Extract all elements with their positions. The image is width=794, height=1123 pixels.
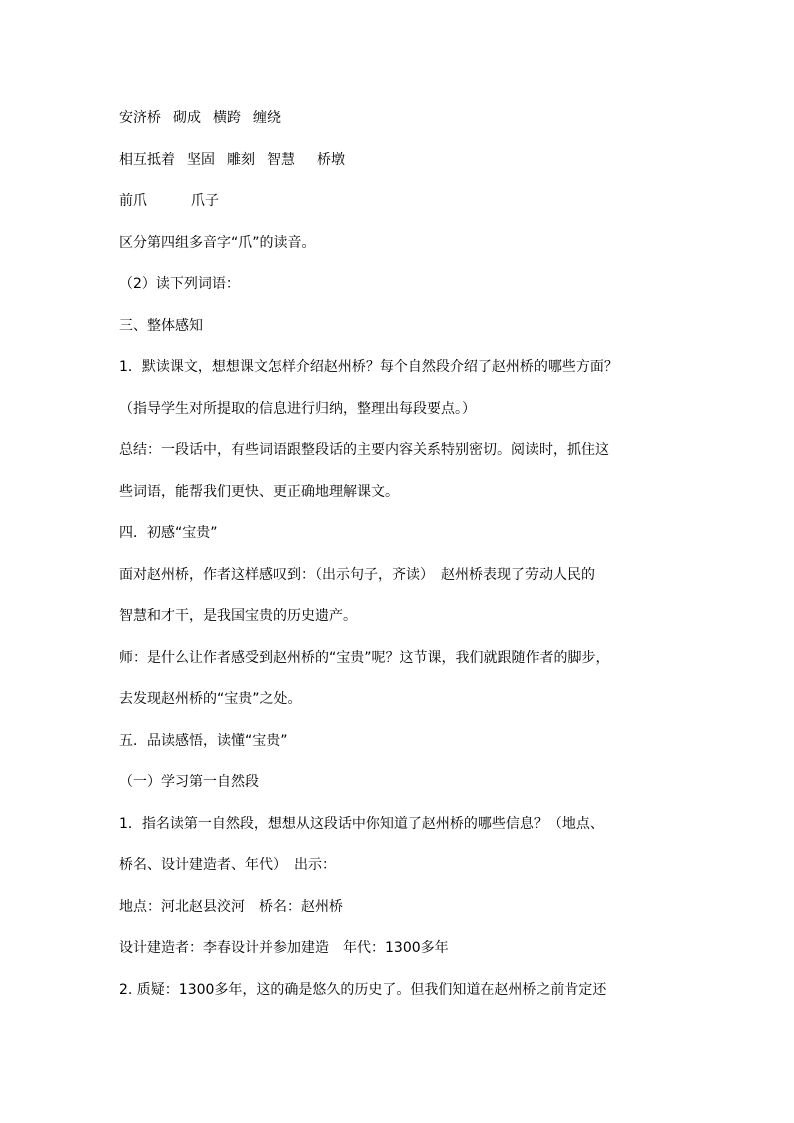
vocab-word: 横跨 bbox=[213, 110, 241, 126]
paragraph: 师：是什么让作者感受到赵州桥的“宝贵”呢？这节课，我们就跟随作者的脚步， bbox=[119, 649, 610, 666]
document-body bbox=[119, 98, 689, 1011]
section-heading: 四．初感“宝贵” bbox=[119, 525, 218, 541]
vocab-line-1 bbox=[119, 98, 689, 140]
paragraph: 2. 质疑：1300多年，这的确是悠久的历史了。但我们知道在赵州桥之前肯定还 bbox=[119, 981, 607, 998]
vocab-word: 砌成 bbox=[173, 110, 201, 126]
paragraph: 去发现赵州桥的“宝贵”之处。 bbox=[119, 691, 302, 707]
section-heading: 三、整体感知 bbox=[119, 317, 203, 334]
paragraph: 智慧和才干，是我国宝贵的历史遗产。 bbox=[119, 608, 357, 624]
paragraph: 总结：一段话中，有些词语跟整段话的主要内容关系特别密切。阅读时，抓住这 bbox=[119, 442, 609, 458]
vocab-line-3 bbox=[119, 181, 689, 223]
vocab-word: 桥墩 bbox=[317, 151, 345, 168]
paragraph: 1．默读课文，想想课文怎样介绍赵州桥？每个自然段介绍了赵州桥的哪些方面？ bbox=[119, 359, 618, 375]
vocab-word: 爪子 bbox=[191, 193, 219, 209]
vocab-word: 相互抵着 bbox=[119, 151, 175, 168]
paragraph: （2）读下列词语： bbox=[119, 276, 240, 292]
paragraph: 桥名、设计建造者、年代） 出示： bbox=[119, 857, 336, 873]
paragraph: （指导学生对所提取的信息进行归纳，整理出每段要点。） bbox=[119, 400, 476, 417]
paragraph: 面对赵州桥，作者这样感叹到：（出示句子，齐读） 赵州桥表现了劳动人民的 bbox=[119, 566, 595, 583]
paragraph: 区分第四组多音字“爪”的读音。 bbox=[119, 234, 316, 251]
vocab-word: 前爪 bbox=[119, 193, 147, 209]
paragraph: 设计建造者：李春设计并参加建造 年代：1300多年 bbox=[119, 940, 449, 956]
vocab-word: 坚固 bbox=[187, 151, 215, 168]
section-heading: 五．品读感悟，读懂“宝贵” bbox=[119, 732, 288, 749]
vocab-word: 缠绕 bbox=[253, 110, 281, 126]
vocab-line-2 bbox=[119, 140, 689, 182]
vocab-word: 安济桥 bbox=[119, 110, 161, 126]
vocab-word: 雕刻 bbox=[227, 151, 255, 168]
paragraph: 些词语，能帮我们更快、更正确地理解课文。 bbox=[119, 483, 399, 500]
vocab-word: 智慧 bbox=[267, 151, 295, 168]
paragraph: 地点：河北赵县洨河 桥名：赵州桥 bbox=[119, 898, 343, 915]
paragraph: 1．指名读第一自然段，想想从这段话中你知道了赵州桥的哪些信息？（地点、 bbox=[119, 815, 604, 832]
subsection-heading: （一）学习第一自然段 bbox=[119, 774, 259, 790]
